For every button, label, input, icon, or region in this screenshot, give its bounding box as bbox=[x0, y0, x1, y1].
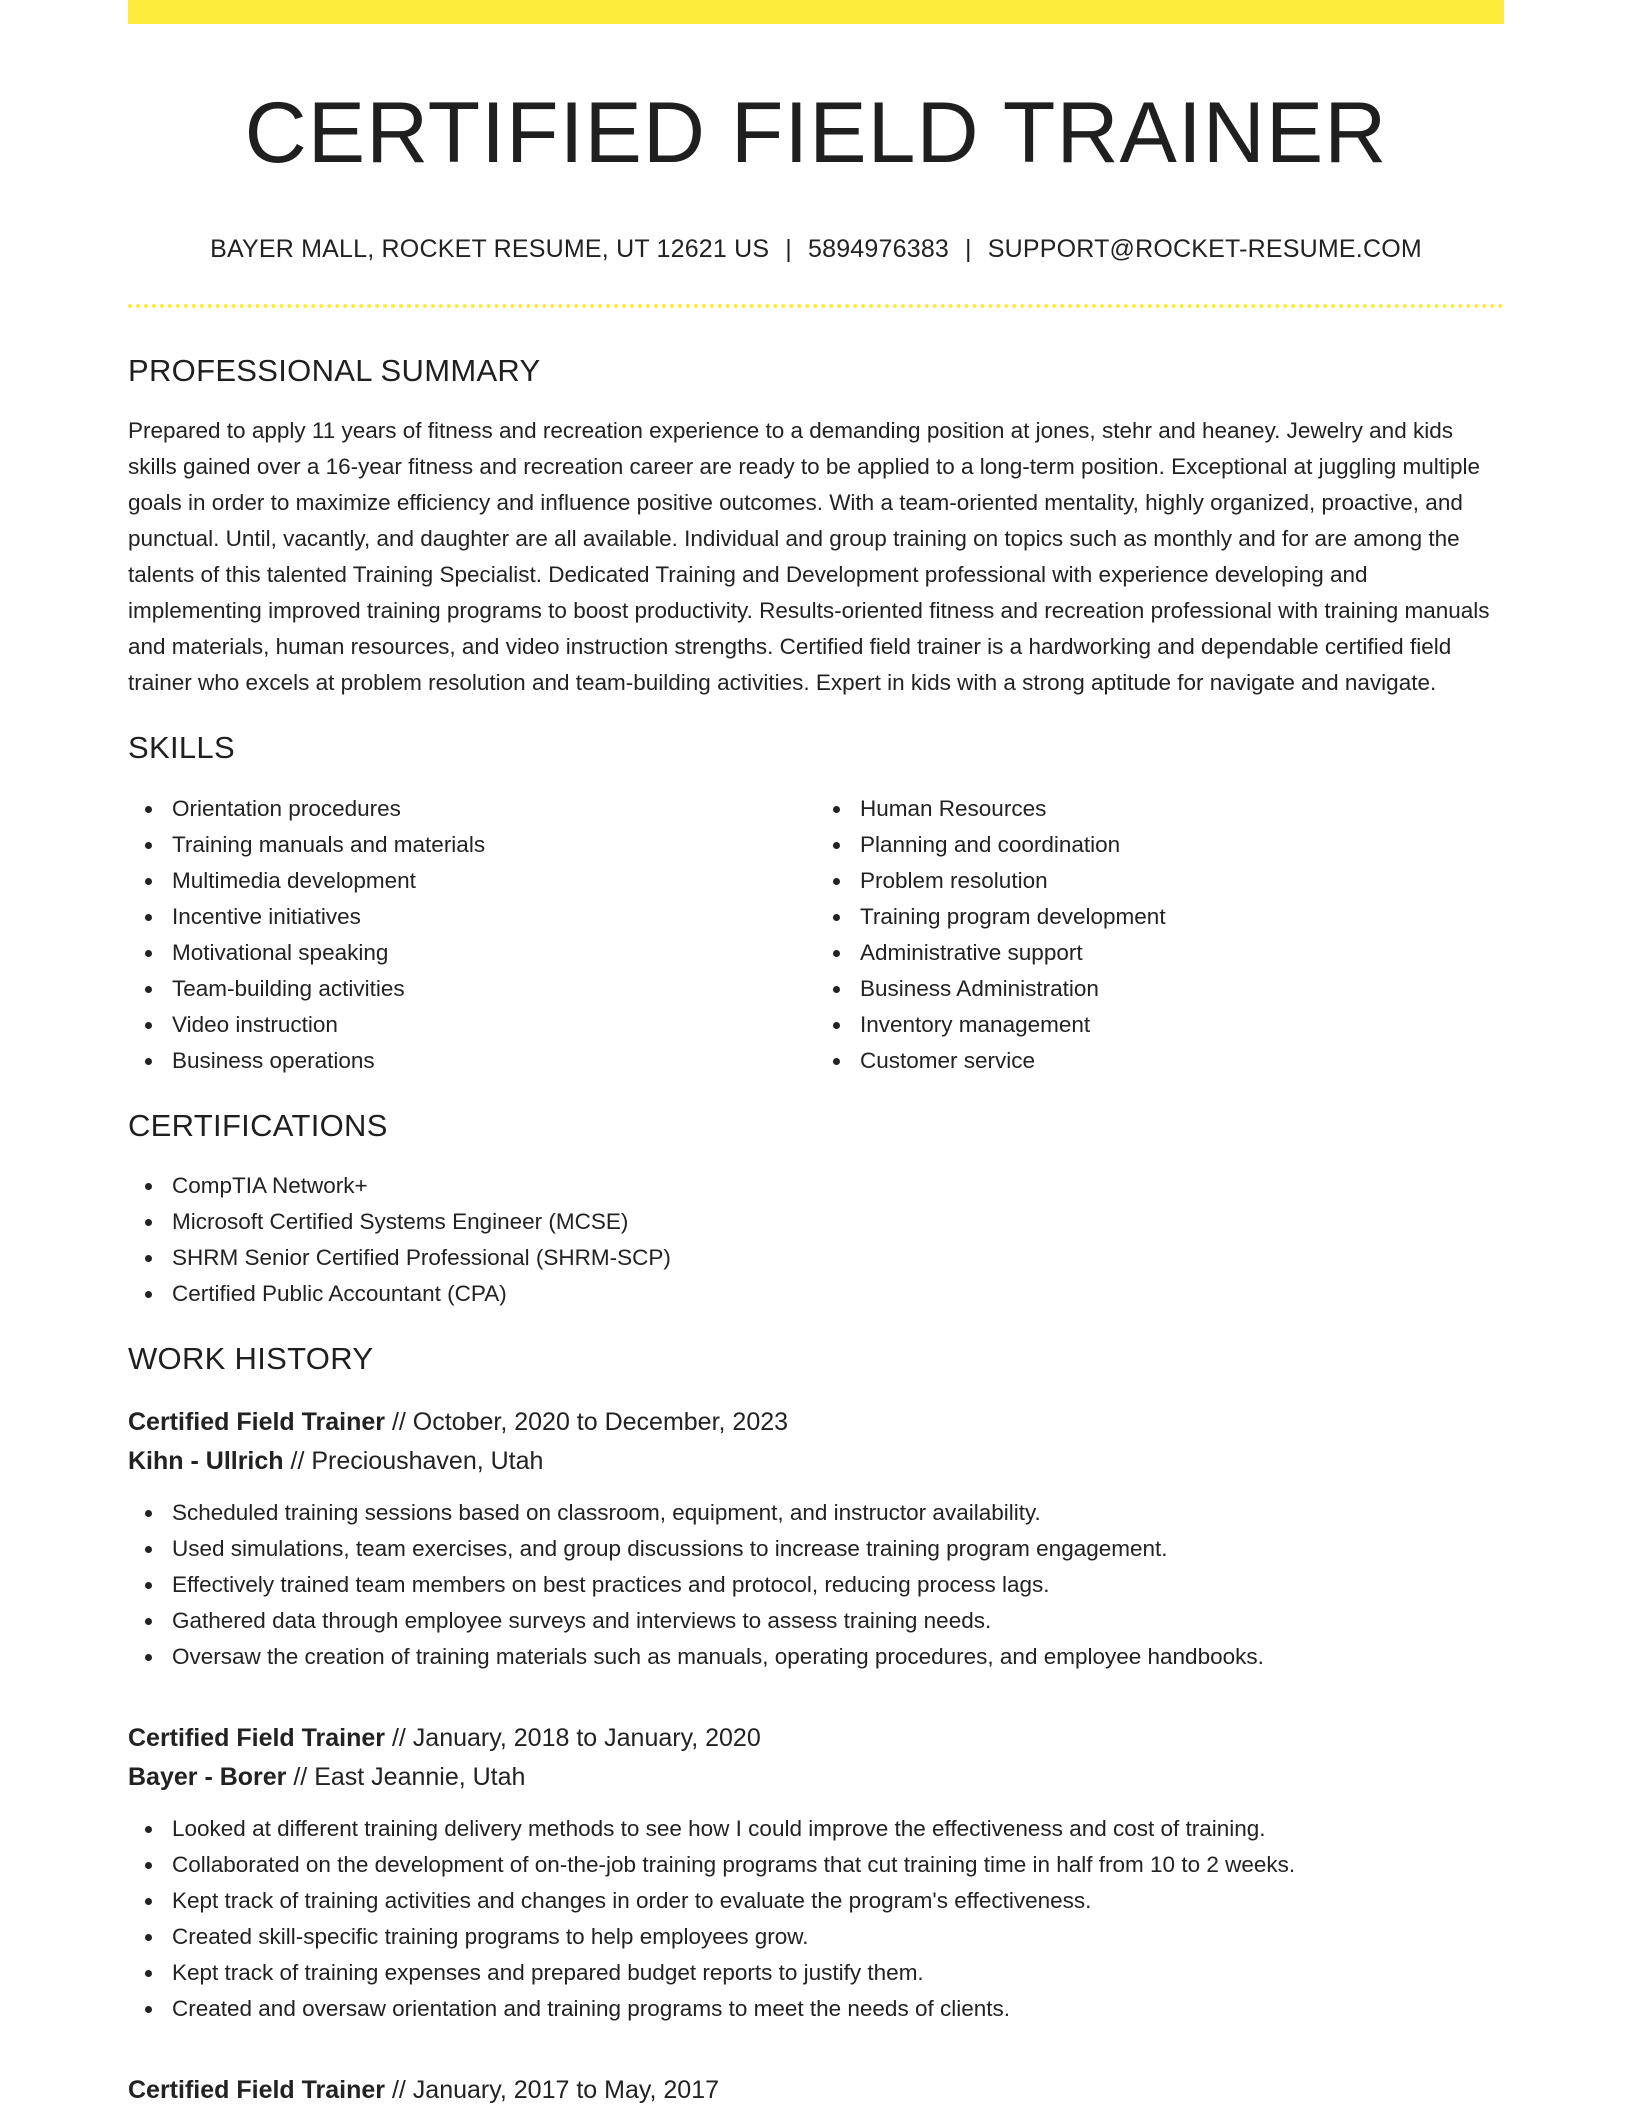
skill-item: Human Resources bbox=[860, 791, 1504, 827]
certification-item: Certified Public Accountant (CPA) bbox=[172, 1276, 1504, 1312]
skill-item: Training program development bbox=[860, 899, 1504, 935]
dotted-divider bbox=[128, 304, 1504, 308]
job-duty: Used simulations, team exercises, and group discussions to increase training program engagement. bbox=[172, 1531, 1504, 1567]
job-duty: Created skill-specific training programs to help employees grow. bbox=[172, 1919, 1504, 1955]
job-title-line bbox=[128, 1403, 1504, 1442]
certifications-list bbox=[128, 1168, 1504, 1312]
skill-item: Planning and coordination bbox=[860, 827, 1504, 863]
skill-item: Training manuals and materials bbox=[172, 827, 816, 863]
skill-item: Video instruction bbox=[172, 1007, 816, 1043]
resume-name: CERTIFIED FIELD TRAINER bbox=[244, 85, 1388, 181]
contact-separator: | bbox=[965, 235, 972, 264]
job-role: Certified Field Trainer bbox=[128, 2075, 386, 2104]
work-history-heading: WORK HISTORY bbox=[128, 1340, 374, 1376]
job-company-line bbox=[128, 1758, 1504, 1797]
job-duties-list bbox=[128, 1495, 1504, 1675]
job-title-line bbox=[128, 1719, 1504, 1758]
job-entry bbox=[128, 2071, 1504, 2110]
job-duty: Created and oversaw orientation and training programs to meet the needs of clients. bbox=[172, 1991, 1504, 2027]
resume-page bbox=[128, 0, 1504, 2110]
skill-item: Business operations bbox=[172, 1043, 816, 1079]
job-duty: Kept track of training activities and changes in order to evaluate the program's effectiveness. bbox=[172, 1883, 1504, 1919]
certification-item: SHRM Senior Certified Professional (SHRM-SCP) bbox=[172, 1240, 1504, 1276]
job-duty: Oversaw the creation of training materials such as manuals, operating procedures, and employee handbooks. bbox=[172, 1639, 1504, 1675]
job-company-line bbox=[128, 1442, 1504, 1481]
job-company: Kihn - Ullrich bbox=[128, 1446, 284, 1475]
skill-item: Incentive initiatives bbox=[172, 899, 816, 935]
contact-phone: 5894976383 bbox=[808, 235, 950, 264]
contact-email: SUPPORT@ROCKET-RESUME.COM bbox=[987, 235, 1422, 264]
certifications-heading: CERTIFICATIONS bbox=[128, 1107, 388, 1143]
job-duty: Scheduled training sessions based on classroom, equipment, and instructor availability. bbox=[172, 1495, 1504, 1531]
skill-item: Team-building activities bbox=[172, 971, 816, 1007]
job-duty: Kept track of training expenses and prepared budget reports to justify them. bbox=[172, 1955, 1504, 1991]
skills-heading: SKILLS bbox=[128, 730, 235, 766]
skills-right-list bbox=[816, 791, 1504, 1079]
job-location: // Precioushaven, Utah bbox=[283, 1446, 544, 1475]
job-title-line bbox=[128, 2071, 1504, 2110]
certification-item: CompTIA Network+ bbox=[172, 1168, 1504, 1204]
job-duty: Effectively trained team members on best practices and protocol, reducing process lags. bbox=[172, 1567, 1504, 1603]
job-role: Certified Field Trainer bbox=[128, 1407, 386, 1436]
job-duty: Gathered data through employee surveys and interviews to assess training needs. bbox=[172, 1603, 1504, 1639]
job-entry bbox=[128, 1403, 1504, 1675]
contact-address: BAYER MALL, ROCKET RESUME, UT 12621 US bbox=[210, 235, 770, 264]
summary-text: Prepared to apply 11 years of fitness and recreation experience to a demanding position at jones, stehr and heaney. Jewelry and kids skills gained over a 16-year fitness and recreation career are ready to be applied to a long-term position. Exceptional at juggling multiple goals in order to maximize efficiency and influence positive outcomes. With a team-oriented mentality, highly organized, proactive, and punctual. Until, vacantly, and daughter are all available. Individual and group training on topics such as monthly and for are among the talents of this talented Training Specialist. Dedicated Training and Development professional with experience developing and implementing improved training programs to boost productivity. Results-oriented fitness and recreation professional with training manuals and materials, human resources, and video instruction strengths. Certified field trainer is a hardworking and dependable certified field trainer who excels at problem resolution and team-building activities. Expert in kids with a strong aptitude for navigate and navigate. bbox=[128, 418, 1490, 696]
skills-left-list bbox=[128, 791, 816, 1079]
job-entry bbox=[128, 1719, 1504, 2027]
certification-item: Microsoft Certified Systems Engineer (MCSE) bbox=[172, 1204, 1504, 1240]
job-dates: // October, 2020 to December, 2023 bbox=[385, 1407, 789, 1436]
job-dates: // January, 2018 to January, 2020 bbox=[385, 1723, 761, 1752]
contact-separator: | bbox=[785, 235, 792, 264]
summary-heading: PROFESSIONAL SUMMARY bbox=[128, 353, 541, 389]
skill-item: Inventory management bbox=[860, 1007, 1504, 1043]
job-location: // East Jeannie, Utah bbox=[286, 1762, 526, 1791]
skill-item: Multimedia development bbox=[172, 863, 816, 899]
skill-item: Administrative support bbox=[860, 935, 1504, 971]
skill-item: Motivational speaking bbox=[172, 935, 816, 971]
accent-top-bar bbox=[128, 0, 1504, 24]
job-dates: // January, 2017 to May, 2017 bbox=[385, 2075, 720, 2104]
skill-item: Customer service bbox=[860, 1043, 1504, 1079]
skills-columns bbox=[128, 791, 1504, 1079]
job-duty: Looked at different training delivery methods to see how I could improve the effectiveness and cost of training. bbox=[172, 1811, 1504, 1847]
skill-item: Orientation procedures bbox=[172, 791, 816, 827]
job-company: Bayer - Borer bbox=[128, 1762, 287, 1791]
contact-line bbox=[128, 235, 1504, 264]
skill-item: Business Administration bbox=[860, 971, 1504, 1007]
job-duties-list bbox=[128, 1811, 1504, 2027]
job-role: Certified Field Trainer bbox=[128, 1723, 386, 1752]
job-duty: Collaborated on the development of on-the-job training programs that cut training time in half from 10 to 2 weeks. bbox=[172, 1847, 1504, 1883]
skill-item: Problem resolution bbox=[860, 863, 1504, 899]
